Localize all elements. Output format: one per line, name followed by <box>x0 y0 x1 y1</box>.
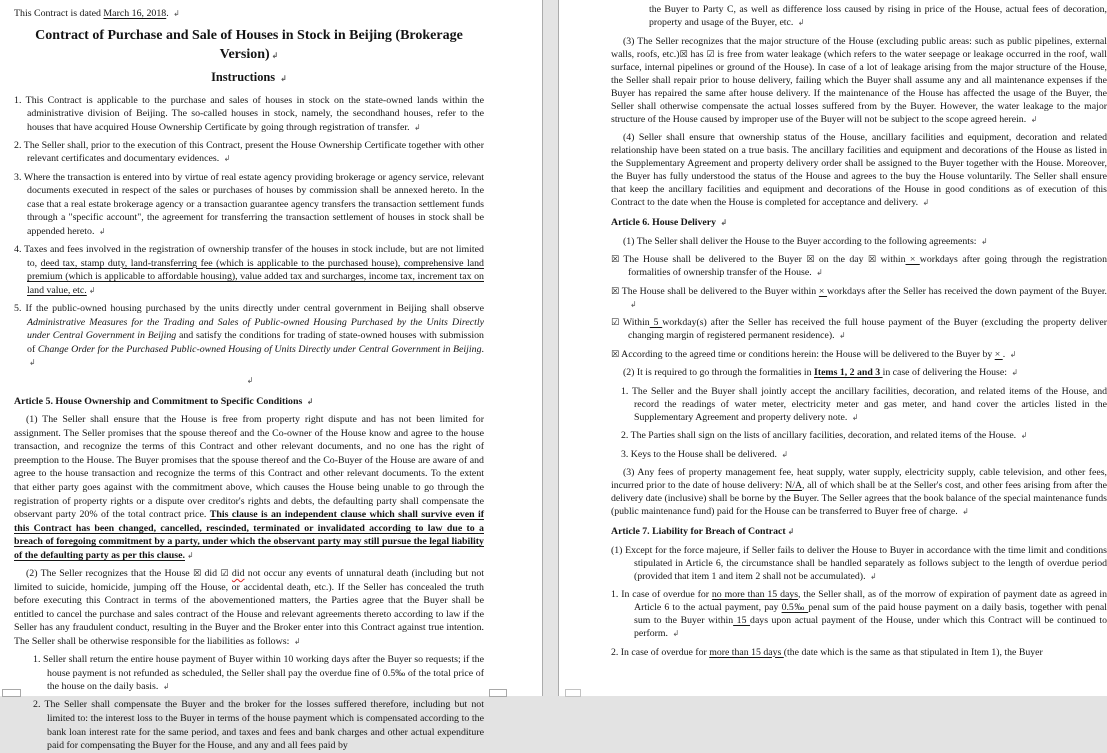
paragraph-mark-icon: ↲ <box>797 18 805 27</box>
text-run: (2) The Seller recognizes that the House <box>26 568 193 580</box>
text-run-bu: This clause is an independent clause which shall survive even if this Contract has been changed, cancelled, rescinded, terminated or invalidated according to law due to a breach of foregoing commitment by a party, under which the observant party may still pursue the legal liability of the defaulting party as per this clause. <box>14 509 484 561</box>
text-run-u: 5 <box>649 317 663 328</box>
instruction-item <box>14 171 484 239</box>
text-run: Article 7. Liability for Breach of Contract <box>611 526 786 537</box>
checkbox-glyph-icon: ☒ <box>611 285 620 297</box>
text-run: not occur any events of unnatural death (including but not limited to suicide, homicide, jumping off the House, or accidental death, etc.). If the Seller has concealed the truth before executing this Contract in terms of the abovementioned matters, the Parties agree that the Buyer shall be entitled to cancel the purchase and sales contract of the House and relevant agreements thereto according to law if the Seller has any fraudulent conduct, resulting in the Buyer and the Broker enter into this Contract against true intention. The Seller shall be otherwise responsible for the liabilities as follows: <box>14 568 485 648</box>
item-number: 5. <box>14 302 26 314</box>
text-run: Contract of Purchase and Sale of Houses in Stock in Beijing (Brokerage Version) <box>35 27 463 62</box>
item-number: 3. <box>14 171 24 183</box>
contract-paragraph <box>14 413 484 563</box>
text-run: Where the transaction is entered into by virtue of real estate agency providing brokerage or agency service, relevant documents executed in respect of the sales or purchases of houses by commission shall be annexed hereto. In the case that a real estate brokerage agency or a transaction guarantee agency transfers the transaction settlement funds through a "specific account", the agreement for transferring the transaction settlement of houses in stock shall be appended hereto. <box>23 171 485 237</box>
text-run: If the public-owned housing purchased by the units directly under central government in Beijing shall observe <box>25 302 484 314</box>
paragraph-mark-icon: ↲ <box>88 285 96 295</box>
text-run: . <box>481 343 484 355</box>
text-run-u: March 16, 2018 <box>103 8 167 19</box>
text-run: (1) The Seller shall deliver the House to the Buyer according to the following agreements: <box>623 235 979 247</box>
text-run: the Buyer to Party C, as well as difference loss caused by rising in price of the House, actual fees of decoration, property and usage of the Buyer, etc. <box>649 4 1107 28</box>
text-run-u: 0.5‰ <box>781 602 809 613</box>
text-run-u: 15 <box>733 615 751 626</box>
text-run: (3) The Seller recognizes that the major structure of the House (excluding public areas: such as public pipelines, external walls, roofs, etc.) <box>611 35 1107 60</box>
checkbox-glyph-icon: ☒ <box>867 254 877 265</box>
item-number: 2. <box>33 699 45 711</box>
text-run: did <box>201 568 221 580</box>
text-run: in case of delivering the House: <box>882 367 1010 378</box>
document-page-left <box>0 0 542 752</box>
page-gap <box>542 0 559 696</box>
paragraph-mark-icon: ↲ <box>672 629 680 638</box>
text-run: Instructions <box>211 69 279 84</box>
article-heading <box>611 216 1107 229</box>
paragraph-mark-icon: ↲ <box>962 507 969 516</box>
text-run: and satisfy the conditions for trading of state-owned houses with submission of <box>27 330 484 355</box>
instruction-item <box>14 243 484 297</box>
paragraph-mark-icon: ↲ <box>173 9 180 18</box>
checkbox-glyph-icon: ☒ <box>679 48 688 60</box>
text-run: Article 6. House Delivery <box>611 217 719 228</box>
paragraph-mark-icon: ↲ <box>787 527 795 536</box>
formality-list-item <box>621 429 1107 442</box>
checkbox-glyph-icon: ☒ <box>806 254 815 265</box>
article-heading <box>14 395 484 409</box>
item-number: 3. <box>621 448 631 460</box>
article-heading <box>611 525 1107 538</box>
paragraph-mark-icon: ↲ <box>980 236 988 246</box>
paragraph-mark-icon: ↲ <box>187 551 194 560</box>
text-run-i: Administrative Measures for the Trading and Sales of Public-owned Housing Purchased by the Units Directly under Central Government in Beijing <box>27 316 484 342</box>
text-run: Keys to the House shall be delivered. <box>630 448 780 460</box>
contract-paragraph <box>611 35 1107 126</box>
breach-intro-paragraph <box>611 544 1107 583</box>
paragraph-mark-icon: ↲ <box>162 682 170 692</box>
text-run: The House shall be delivered to the Buyer <box>619 254 807 265</box>
paragraph-mark-icon: ↲ <box>306 396 314 406</box>
text-run: (3) Any fees of property management fee, heat supply, water supply, electricity supply, cable television, and other fees, incurred prior to the date of house delivery: <box>611 467 1107 491</box>
text-run: Article 5. House Ownership and Commitment to Specific Conditions <box>14 395 305 407</box>
contract-paragraph <box>611 131 1107 209</box>
item-number: 2. <box>611 646 621 658</box>
text-run-u: × <box>994 348 1003 360</box>
text-run: , all of which shall be at the Seller's cost, and other fees arising from after the delivery date (inclusive) shall be borne by the Buyer. The Seller agrees that the book balance of the special maintenance funds (public maintenance fund) paid for the House can be transferred to Buyer free of charge. <box>611 480 1107 517</box>
item-number: 1. <box>14 94 26 106</box>
formality-list-item <box>621 385 1107 424</box>
text-run: The Seller shall, prior to the execution of this Contract, present the House Ownership Certificate together with other relevant certificates and documentary evidences. <box>23 139 484 165</box>
checkbox-glyph-icon: ☒ <box>192 568 202 580</box>
text-run: This Contract is applicable to the purchase and sales of houses in stock on the state-owned lands within the administrative division of Beijing. The so-called houses in stock, namely, the secondhand houses, refer to the houses that have acquired House Ownership Certificate by going through registration of transfer. <box>25 94 484 133</box>
text-run: In case of overdue for <box>621 589 712 600</box>
contract-paragraph <box>14 567 484 649</box>
text-run-u: deed tax, stamp duty, land-transferring fee (which is applicable to the purchased house), comprehensive land premium (which is applicable to affordable housing), value added tax and surcharges, income tax, increment tax on land value, etc. <box>27 257 484 296</box>
text-run-u: × <box>905 254 920 265</box>
text-run: workday(s) after the Seller has received the full house payment of the Buyer (excluding the property deliver changing margin of registered permanent residence). <box>628 317 1107 341</box>
text-run-u: more than 15 days <box>709 646 784 658</box>
text-run: has <box>687 48 707 60</box>
text-run: days upon actual payment of the House, under which this Contract will be continued to perform. <box>634 615 1107 639</box>
paragraph-mark-icon: ↲ <box>720 218 728 227</box>
text-run: The House shall be delivered to the Buyer within <box>619 285 819 297</box>
paragraph-mark-icon: ↲ <box>1030 114 1038 124</box>
checkbox-glyph-icon: ☑ <box>706 48 715 60</box>
contract-date-line <box>14 7 484 21</box>
text-run-w: did <box>231 568 245 580</box>
item-number: 4. <box>14 244 25 256</box>
paragraph-mark-icon: ↲ <box>1020 431 1028 440</box>
text-run-u: N/A <box>785 480 803 491</box>
text-run: Taxes and fees involved in the registration of ownership transfer of the houses in stock include, but are not limited to, <box>24 244 484 269</box>
paragraph-mark-icon: ↲ <box>271 50 279 60</box>
delivery-option-item <box>611 285 1107 311</box>
instruction-item <box>14 139 484 166</box>
text-run: This Contract is dated <box>14 8 104 19</box>
text-run: is free from water leakage (which refers to the water seepage or leakage occurred in the roof, wall surface, internal pipelines or ground of the House). In case of a lot of leakage arising from the major structure of the House, the Seller shall repair prior to house delivery, failing which the Buyer shall assume any and all maintenance expenses if the Buyer has repaired the same after house delivery. If the maintenance of the House has affected the usage of the Buyer, the Seller shall otherwise compensate the actual losses suffered from by the Buyer. However, the water leakage to the major structure of the House caused by improper use of the Buyer will not be subject to the scope agreed herein. <box>611 48 1107 125</box>
checkbox-glyph-icon: ☑ <box>220 568 229 580</box>
paragraph-mark-icon: ↲ <box>869 571 877 581</box>
text-run: Within <box>619 317 650 328</box>
text-run: (4) Seller shall ensure that ownership status of the House, ancillary facilities and equipment, decoration and related relationship have been stated on a true basis. The ancillary facilities and equipment and decorations of the House as listed in the Supplementary Agreement and property delivery order shall be assigned to the Buyer together with the House. Moreover, the Buyer has fully understood the status of the House and agrees to the buy the House voluntarily. The Seller shall ensure that keep the ancillary facilities and equipment and decorations of the House in good conditions as of execution of this Contract to the date when the House is completed for acceptance and delivery. <box>611 132 1107 208</box>
instruction-item <box>14 94 484 135</box>
text-run: . <box>166 8 172 19</box>
text-run: Seller shall return the entire house payment of Buyer within 10 working days after the Buyer so requests; if the house payment is not refunded as scheduled, the Seller shall pay the overdue fine of 0.5‰ of the total price of the house on the daily basis. <box>43 654 484 693</box>
paragraph-mark-icon: ↲ <box>280 73 287 83</box>
paragraph-mark-icon: ↲ <box>781 449 789 459</box>
delivery-option-item <box>611 253 1107 279</box>
text-run: penal sum of the paid house payment on a daily basis, together with penal sum to the Buyer within <box>634 602 1107 626</box>
paragraph-mark-icon: ↲ <box>414 122 421 132</box>
delivery-option-item <box>611 316 1107 342</box>
item-number: 1. <box>611 589 622 600</box>
paragraph-mark-icon: ↲ <box>922 198 930 207</box>
text-run-i: Change Order for the Purchased Public-owned Housing of Units Directly under Central Government in Beijing <box>37 343 482 355</box>
delivery-option-item <box>611 348 1107 361</box>
checkbox-glyph-icon: ☒ <box>611 348 620 360</box>
paragraph-continuation <box>611 3 1107 29</box>
text-run-u: × <box>818 285 828 297</box>
document-title <box>14 26 484 65</box>
next-page-corner <box>2 689 21 697</box>
paragraph-mark-icon: ↲ <box>839 331 846 340</box>
text-run: on the day <box>814 254 868 265</box>
text-run: workdays after the Seller has received the down payment of the Buyer. <box>827 285 1107 297</box>
liability-list-item <box>33 653 484 694</box>
item-number: 2. <box>14 139 24 151</box>
paragraph-mark-icon: ↲ <box>630 299 637 309</box>
item-number: 1. <box>621 385 632 397</box>
text-run: (the date which is the same as that stipulated in Item 1), the Buyer <box>783 646 1043 658</box>
paragraph-mark-line <box>14 374 484 388</box>
text-run: The Parties shall sign on the lists of ancillary facilities, decoration, and related items of the House. <box>630 430 1019 441</box>
paragraph-mark-icon: ↲ <box>1011 368 1019 377</box>
contract-paragraph <box>611 466 1107 518</box>
text-run: , the Seller shall, as of the morrow of expiration of payment date as agreed in Article 6 to the actual payment, pay <box>634 589 1107 613</box>
checkbox-glyph-icon: ☑ <box>611 317 620 328</box>
paragraph-mark-icon: ↲ <box>851 412 859 422</box>
paragraph-mark-icon: ↲ <box>29 358 36 368</box>
text-run: The Seller and the Buyer shall jointly accept the ancillary facilities, decoration, and related items of the House, and record the readings of water meter, electricity meter and gas meter, and hand cover the articles listed in the Supplementary Agreement and property delivery note. <box>631 385 1107 423</box>
paragraph-mark-icon: ↲ <box>816 268 823 277</box>
paragraph-mark-icon: ↲ <box>98 226 106 236</box>
breach-list-item <box>611 588 1107 640</box>
item-number: 1. <box>33 654 44 666</box>
text-run: (1) Except for the force majeure, if Seller fails to deliver the House to Buyer in accordance with the time limit and conditions stipulated in Article 6, the circumstance shall be handled separately as follows subject to the length of overdue period (provided that item 1 and item 2 shall not be accumulated). <box>611 544 1107 582</box>
text-run-bu: Items 1, 2 and 3 <box>814 367 883 378</box>
text-run: . <box>1002 348 1008 360</box>
liability-list-item <box>33 698 484 752</box>
formality-list-item <box>621 448 1107 461</box>
instructions-heading <box>14 69 484 87</box>
paragraph-mark-icon: ↲ <box>223 154 231 164</box>
text-run: (2) It is required to go through the formalities in <box>623 367 814 378</box>
text-run-u: no more than 15 days <box>711 589 799 600</box>
text-run: The Seller shall compensate the Buyer and the broker for the losses suffered therefore, including but not limited to: the interest loss to the Buyer in terms of the house payment which is compensated according to the bank loan interest rate for the same period, and taxes and fees and bank charges and other actual expenditure paid for compensating the Buyer for the House, and any and all fees paid by <box>44 699 484 752</box>
text-run: (1) The Seller shall ensure that the House is free from property right dispute and has not been limited for assignment. The Seller promises that the spouse thereof and the Co-owner of the House know and agree to the house transaction, and recognize the terms of this Contract and other relevant documents, and no one has the right of preemption to the House. The Buyer promises that the spouse thereof and the Co-Buyer of the House are aware of and agree to the house transaction and recognize the terms of this Contract and other relevant documents. To the extent that either party goes against with the commitment above, which causes the House being unable to go through the registration of property rights or a dispute over creditor's rights and debts, the defaulting party shall compensate the observant party 20% of the total contract price. <box>14 414 484 521</box>
checkbox-glyph-icon: ☒ <box>611 254 620 265</box>
next-page-corner <box>565 689 581 697</box>
paragraph-mark-icon: ↲ <box>246 376 254 386</box>
breach-list-item <box>611 646 1107 659</box>
next-page-corner <box>489 689 507 697</box>
contract-paragraph <box>611 366 1107 379</box>
paragraph-mark-icon: ↲ <box>1009 349 1017 359</box>
contract-paragraph <box>611 235 1107 248</box>
text-run: within <box>876 254 906 265</box>
text-run: workdays after going through the registration formalities of ownership transfer of the House. <box>628 254 1107 278</box>
document-page-right <box>559 0 1107 696</box>
item-number: 2. <box>621 430 631 441</box>
paragraph-mark-icon: ↲ <box>293 637 301 647</box>
instruction-item <box>14 302 484 370</box>
text-run: According to the agreed time or conditions herein: the House will be delivered to the Buyer by <box>619 348 995 360</box>
text-run: In case of overdue for <box>620 646 710 658</box>
